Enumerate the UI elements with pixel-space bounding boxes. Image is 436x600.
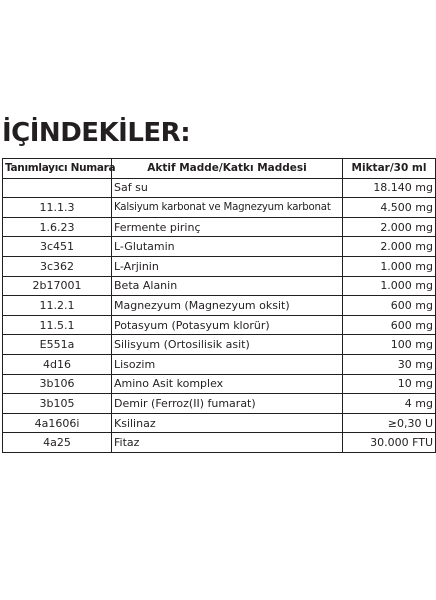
cell-substance: Fermente pirinç (112, 217, 343, 237)
page-title: İÇİNDEKİLER: (2, 118, 191, 148)
table-row (3, 217, 436, 237)
cell-identifier: 11.2.1 (3, 296, 112, 316)
cell-amount: 2.000 mg (343, 237, 436, 257)
cell-amount: 600 mg (343, 315, 436, 335)
cell-amount: 4.500 mg (343, 198, 436, 218)
cell-substance: Kalsiyum karbonat ve Magnezyum karbonat (112, 198, 343, 218)
cell-identifier: 4d16 (3, 354, 112, 374)
cell-amount: 2.000 mg (343, 217, 436, 237)
cell-identifier (3, 178, 112, 198)
table-row (3, 315, 436, 335)
table-row (3, 178, 436, 198)
cell-substance: L-Glutamin (112, 237, 343, 257)
table-row (3, 394, 436, 414)
cell-amount: 30.000 FTU (343, 433, 436, 453)
cell-identifier: 2b17001 (3, 276, 112, 296)
table-row (3, 354, 436, 374)
table-row (3, 296, 436, 316)
cell-amount: 1.000 mg (343, 276, 436, 296)
cell-substance: Demir (Ferroz(II) fumarat) (112, 394, 343, 414)
cell-identifier: 4a1606i (3, 413, 112, 433)
header-substance: Aktif Madde/Katkı Maddesi (112, 159, 343, 179)
cell-amount: 4 mg (343, 394, 436, 414)
cell-identifier: 3c362 (3, 256, 112, 276)
cell-amount: 30 mg (343, 354, 436, 374)
cell-substance: Potasyum (Potasyum klorür) (112, 315, 343, 335)
table-row (3, 198, 436, 218)
cell-identifier: 3c451 (3, 237, 112, 257)
cell-substance: Lisozim (112, 354, 343, 374)
table-header-row (3, 159, 436, 179)
table-row (3, 413, 436, 433)
cell-substance: Fitaz (112, 433, 343, 453)
cell-identifier: 4a25 (3, 433, 112, 453)
cell-substance: Saf su (112, 178, 343, 198)
cell-substance: Silisyum (Ortosilisik asit) (112, 335, 343, 355)
table-row (3, 237, 436, 257)
cell-identifier: 1.6.23 (3, 217, 112, 237)
cell-substance: Beta Alanin (112, 276, 343, 296)
table-row (3, 276, 436, 296)
header-identifier: Tanımlayıcı Numara (3, 159, 112, 179)
cell-identifier: 3b105 (3, 394, 112, 414)
table-row (3, 433, 436, 453)
cell-identifier: 11.1.3 (3, 198, 112, 218)
ingredients-table (2, 158, 436, 453)
cell-amount: ≥0,30 U (343, 413, 436, 433)
cell-amount: 10 mg (343, 374, 436, 394)
cell-amount: 100 mg (343, 335, 436, 355)
table-row (3, 335, 436, 355)
cell-identifier: 11.5.1 (3, 315, 112, 335)
cell-substance: Amino Asit komplex (112, 374, 343, 394)
table-row (3, 256, 436, 276)
cell-amount: 1.000 mg (343, 256, 436, 276)
cell-amount: 600 mg (343, 296, 436, 316)
cell-substance: Ksilinaz (112, 413, 343, 433)
cell-amount: 18.140 mg (343, 178, 436, 198)
cell-identifier: E551a (3, 335, 112, 355)
cell-substance: Magnezyum (Magnezyum oksit) (112, 296, 343, 316)
cell-identifier: 3b106 (3, 374, 112, 394)
header-amount: Miktar/30 ml (343, 159, 436, 179)
cell-substance: L-Arjinin (112, 256, 343, 276)
table-row (3, 374, 436, 394)
